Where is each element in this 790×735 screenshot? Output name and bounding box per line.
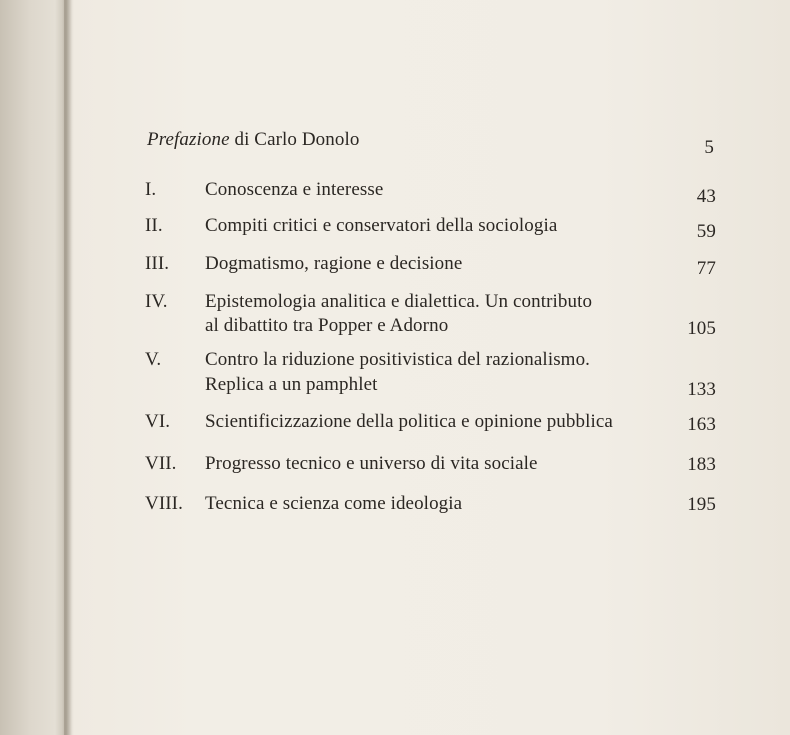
toc-page-number: 59 — [696, 221, 716, 242]
preface-label — [147, 128, 359, 151]
chapter-number: VI. — [145, 411, 171, 432]
chapter-number: VIII. — [145, 493, 183, 514]
toc-page-number: 163 — [687, 414, 716, 435]
chapter-number: II. — [145, 215, 163, 236]
toc-page-number: 183 — [687, 454, 716, 475]
toc-page-number: 43 — [696, 186, 716, 207]
gutter-shadow — [64, 0, 74, 735]
preface-label-rest: di Carlo Donolo — [229, 129, 360, 150]
chapter-title: Dogmatismo, ragione e decisione — [205, 253, 463, 274]
chapter-number: III. — [145, 253, 170, 274]
chapter-title: Contro la riduzione positivistica del razionalismo. — [205, 349, 591, 370]
chapter-title: Conoscenza e interesse — [205, 179, 384, 200]
chapter-title: Epistemologia analitica e dialettica. Un contributo — [205, 291, 593, 312]
toc-page-number: 5 — [704, 137, 714, 158]
toc-page-number: 195 — [687, 494, 716, 515]
chapter-title-continued: Replica a un pamphlet — [205, 374, 378, 395]
chapter-number: IV. — [145, 291, 168, 312]
chapter-number: V. — [145, 349, 162, 370]
toc-page-number: 105 — [687, 318, 716, 339]
chapter-title: Scientificizzazione della politica e opinione pubblica — [205, 411, 613, 432]
chapter-title: Progresso tecnico e universo di vita sociale — [205, 453, 538, 474]
chapter-title: Compiti critici e conservatori della sociologia — [205, 215, 558, 236]
toc-page-number: 133 — [687, 379, 716, 400]
chapter-title-continued: al dibattito tra Popper e Adorno — [205, 315, 449, 336]
chapter-number: I. — [145, 179, 157, 200]
toc-page-number: 77 — [696, 258, 716, 279]
chapter-number: VII. — [145, 453, 177, 474]
preface-label-italic: Prefazione — [147, 129, 230, 150]
chapter-title: Tecnica e scienza come ideologia — [205, 493, 463, 514]
